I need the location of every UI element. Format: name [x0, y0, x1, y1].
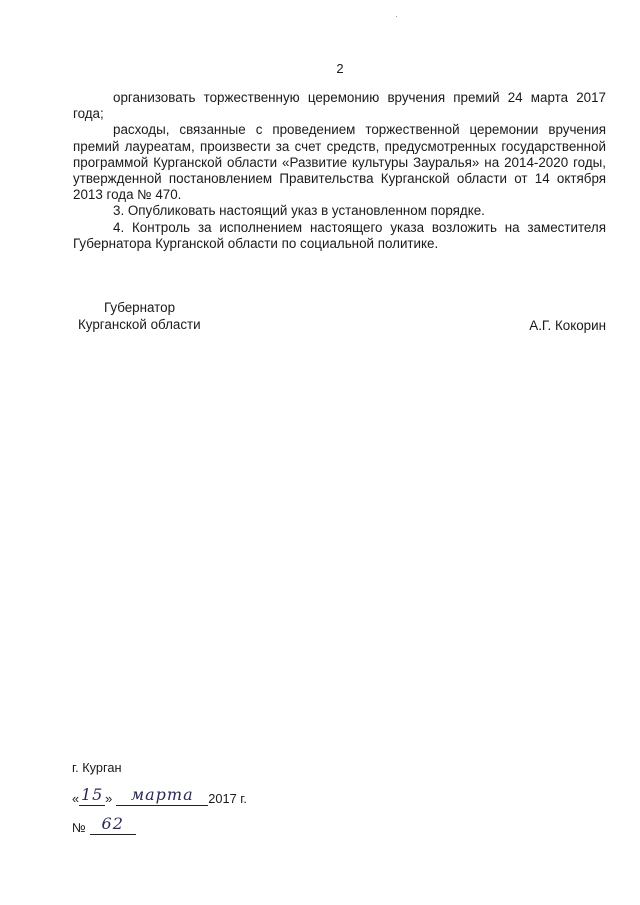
signatory-title [78, 299, 201, 333]
date-close-quote: » [105, 791, 113, 806]
date-open-quote: « [72, 791, 80, 806]
decree-body [73, 90, 606, 252]
date-month-blank [116, 785, 208, 806]
signatory-title-line2: Курганской области [78, 317, 201, 332]
paragraph-control: 4. Контроль за исполнением настоящего указа возложить на заместителя Губернатора Курганской области по социальной политике. [73, 219, 606, 251]
date-day-blank [79, 785, 105, 806]
number-blank [90, 814, 136, 835]
date-day-handwritten: 15 [80, 785, 104, 804]
signatory-title-line1: Губернатор [104, 300, 176, 315]
paragraph-publish: 3. Опубликовать настоящий указ в установленном порядке. [113, 203, 485, 219]
date-month-handwritten: марта [130, 785, 194, 804]
scan-speck [396, 16, 397, 17]
issue-place: г. Курган [72, 760, 122, 775]
paragraph-ceremony: организовать торжественную церемонию вручения премий 24 марта 2017 года; [73, 90, 606, 122]
paragraph-expenses: расходы, связанные с проведением торжественной церемонии вручения премий лауреатам, произвести за счет средств, предусмотренных государственной программой Курганской области «Развитие культуры Зауралья» на 2014-2020 годы, утвержденной постановлением Правительства Курганской области от 14 октября 2013 года № 470. [73, 122, 606, 203]
number-handwritten: 62 [101, 814, 124, 833]
date-year: 2017 г. [208, 791, 247, 806]
page-number: 2 [336, 61, 344, 76]
issue-date [72, 785, 247, 809]
signatory-name: А.Г. Кокорин [529, 318, 606, 333]
decree-number [72, 814, 136, 838]
number-prefix: № [72, 820, 86, 835]
